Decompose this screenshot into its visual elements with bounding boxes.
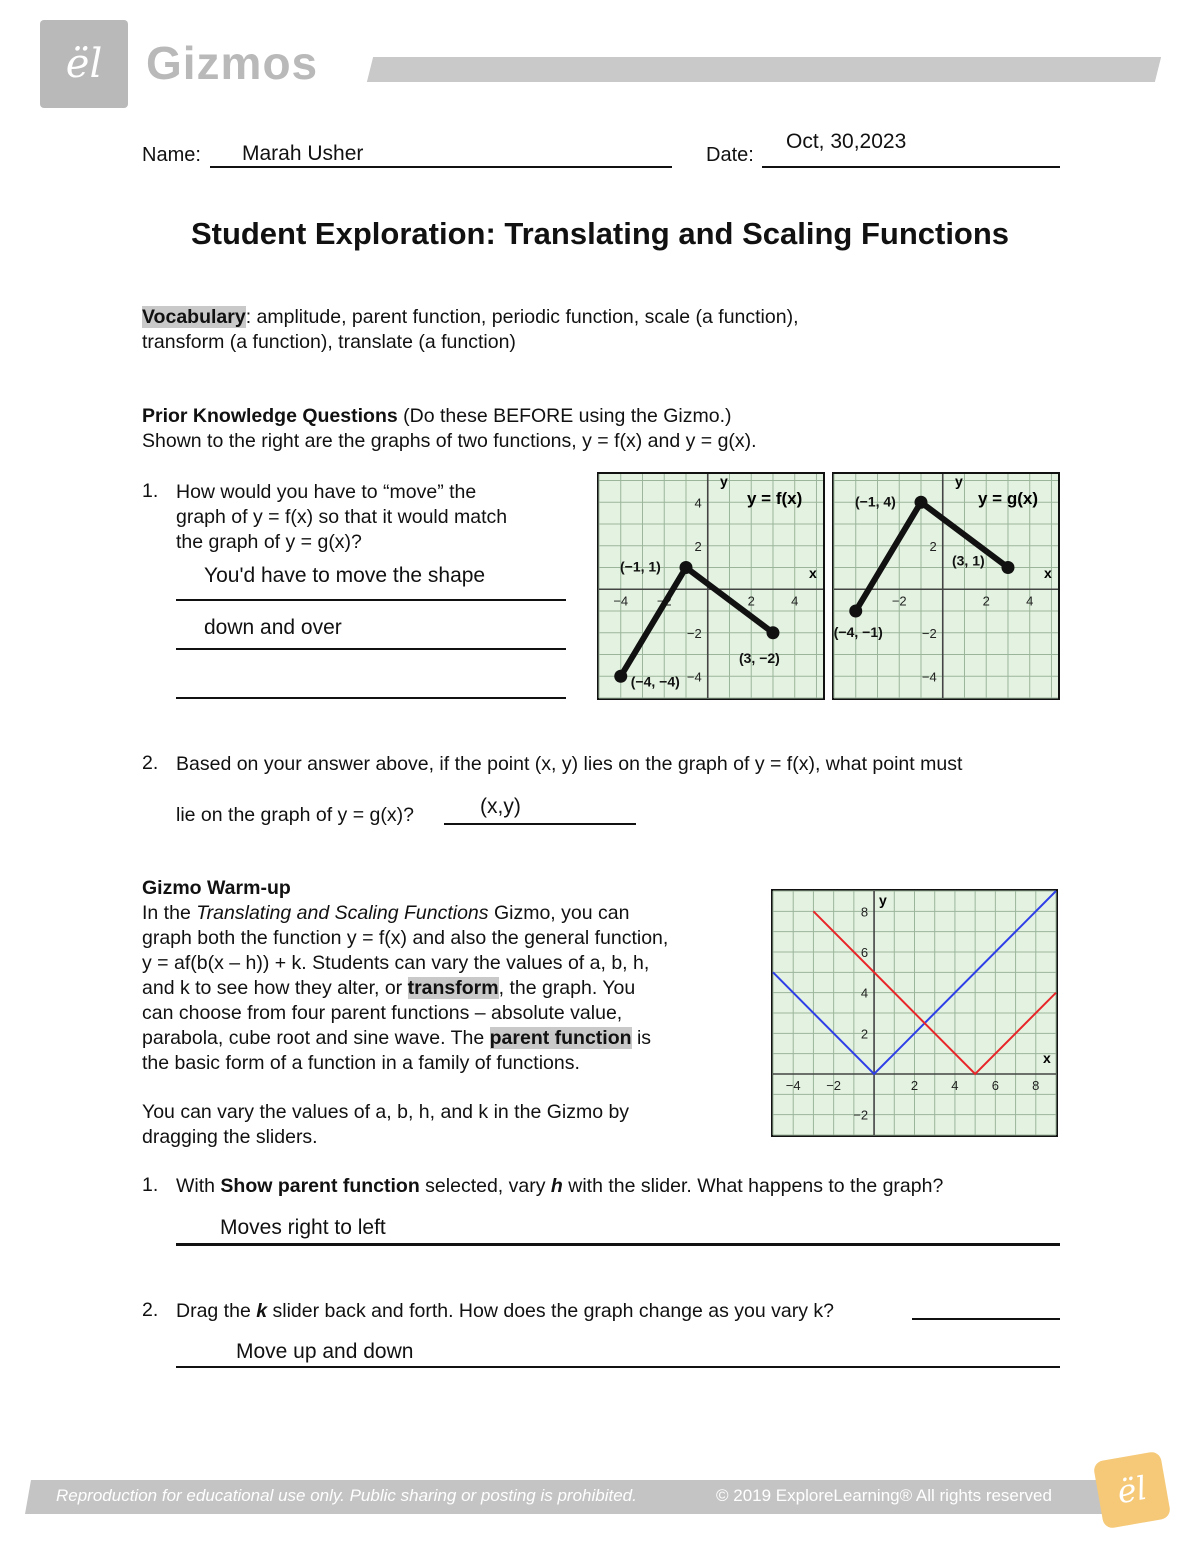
graph-f-point-label: (−1, 1) [619, 558, 661, 575]
graph-warmup-xlabel: x [1043, 1050, 1051, 1066]
prior-heading-note: (Do these BEFORE using the Gizmo.) [397, 405, 732, 427]
tick-label: 6 [860, 945, 869, 960]
warmup-text-span: In the [142, 902, 197, 924]
warmup-q1-mid: selected, vary [419, 1175, 551, 1197]
prior-q2-number: 2. [142, 752, 159, 774]
show-parent-function: Show parent function [220, 1175, 420, 1197]
prior-q1-line: the graph of y = g(x)? [176, 531, 362, 553]
warmup-q1-number: 1. [142, 1174, 159, 1196]
warmup-line: graph both the function y = f(x) and also the general function, [142, 927, 669, 949]
vocabulary-line1: : amplitude, parent function, periodic function, scale (a function), [245, 306, 799, 328]
prior-q1-line: graph of y = f(x) so that it would match [176, 506, 508, 528]
prior-q2-answer[interactable]: (x,y) [480, 795, 521, 818]
tick-label: −2 [921, 625, 937, 641]
vocabulary-line2: transform (a function), translate (a function) [142, 331, 516, 353]
tick-label: −4 [785, 1078, 801, 1093]
tick-label: 6 [991, 1078, 999, 1093]
gizmos-brand: Gizmos [146, 37, 319, 89]
tick-label: −2 [656, 593, 672, 609]
prior-q1-answer-1[interactable]: You'd have to move the shape [204, 564, 486, 587]
k-variable: k [256, 1300, 268, 1322]
parent-function-term: parent function [489, 1027, 632, 1049]
answer-line [176, 599, 566, 601]
vocabulary-label: Vocabulary [142, 306, 246, 328]
tick-label: 2 [694, 538, 702, 554]
transform-term: transform [407, 977, 499, 999]
header-bar [367, 57, 1161, 82]
prior-q1-number: 1. [142, 480, 159, 502]
warmup-q1-pre: With [176, 1175, 221, 1197]
tick-label: −2 [826, 1078, 842, 1093]
footer-logo: ël [1093, 1451, 1172, 1530]
warmup-text-span: and k to see how they alter, or [142, 977, 408, 999]
answer-line [176, 1366, 1060, 1368]
date-field[interactable]: Oct, 30,2023 [786, 130, 907, 153]
graph-f-point-label: (−4, −4) [630, 673, 680, 690]
prior-q1-text [176, 480, 507, 555]
answer-line [444, 823, 636, 825]
graph-f-xlabel: x [809, 565, 817, 581]
warmup-q2-number: 2. [142, 1299, 159, 1321]
answer-line [176, 1243, 1060, 1246]
warmup-text-span: , the graph. You [498, 977, 636, 999]
tick-label: 8 [1032, 1078, 1040, 1093]
date-line [762, 166, 1060, 168]
graph-g-point-label: (−1, 4) [854, 493, 896, 510]
tick-label: −2 [853, 1107, 869, 1123]
tick-label: 4 [860, 985, 869, 1001]
graph-warmup [771, 889, 1058, 1137]
tick-label: 2 [860, 1026, 869, 1042]
graph-g-point-label: (3, 1) [951, 552, 985, 569]
warmup-line: y = af(b(x – h)) + k. Students can vary the values of a, b, h, [142, 952, 650, 974]
tick-label: −2 [891, 593, 907, 609]
graph-g-ylabel: y [955, 473, 963, 489]
warmup-q2-pre: Drag the [176, 1300, 257, 1322]
graph-f-point [614, 670, 627, 683]
graph-g-point [914, 496, 927, 509]
tick-label: 2 [929, 538, 937, 554]
graph-g-point [849, 605, 862, 618]
date-label: Date: [706, 144, 754, 166]
graph-f [597, 472, 825, 700]
name-label: Name: [142, 144, 201, 166]
prior-q2-line2: lie on the graph of y = g(x)? [176, 804, 414, 826]
warmup-q1-post: with the slider. What happens to the graph? [562, 1175, 944, 1197]
name-line [210, 166, 672, 168]
answer-line [176, 648, 566, 650]
warmup-p2-line1: You can vary the values of a, b, h, and k in the Gizmo by [142, 1101, 630, 1123]
prior-q1-answer-2[interactable]: down and over [204, 616, 342, 639]
footer-notice: Reproduction for educational use only. Public sharing or posting is prohibited. [56, 1486, 637, 1505]
footer-copyright: © 2019 ExploreLearning® All rights reserved [716, 1486, 1052, 1505]
prior-q2-line1: Based on your answer above, if the point (x, y) lies on the graph of y = f(x), what point must [176, 753, 963, 775]
graph-g-xlabel: x [1044, 565, 1052, 581]
graph-f-point-label: (3, −2) [738, 649, 780, 666]
prior-q1-line: How would you have to “move” the [176, 481, 477, 503]
answer-line[interactable] [176, 697, 566, 699]
tick-label: 4 [951, 1078, 959, 1093]
prior-intro: Shown to the right are the graphs of two functions, y = f(x) and y = g(x). [142, 430, 757, 452]
graph-g-label: y = g(x) [978, 489, 1038, 508]
tick-label: 4 [694, 495, 702, 511]
warmup-text-span: Gizmo, you can [488, 902, 630, 924]
warmup-line: the basic form of a function in a family of functions. [142, 1052, 580, 1074]
warmup-heading: Gizmo Warm-up [142, 877, 291, 899]
graph-f-point [679, 561, 692, 574]
gizmo-name: Translating and Scaling Functions [196, 902, 489, 924]
prior-heading: Prior Knowledge Questions [142, 405, 398, 427]
tick-label: 2 [747, 593, 755, 609]
warmup-q1-text [176, 1174, 943, 1199]
page-title: Student Exploration: Translating and Scaling Functions [190, 216, 1010, 251]
tick-label: 2 [982, 593, 990, 609]
warmup-q2-post: slider back and forth. How does the graph change as you vary k? [267, 1300, 834, 1322]
tick-label: −4 [686, 669, 702, 685]
tick-label: −4 [921, 669, 937, 685]
warmup-text [142, 876, 752, 1150]
graph-warmup-ylabel: y [879, 892, 887, 908]
graph-f-point [766, 626, 779, 639]
warmup-line: can choose from four parent functions – absolute value, [142, 1002, 623, 1024]
graph-g [832, 472, 1060, 700]
vocabulary [142, 305, 799, 355]
answer-line [912, 1318, 1060, 1320]
name-field[interactable]: Marah Usher [242, 142, 364, 165]
tick-label: 4 [1026, 593, 1034, 609]
warmup-q2-answer[interactable]: Move up and down [236, 1340, 414, 1363]
tick-label: 2 [910, 1078, 919, 1093]
tick-label: −4 [613, 593, 629, 609]
h-variable: h [550, 1175, 563, 1197]
warmup-text-span: parabola, cube root and sine wave. The [142, 1027, 490, 1049]
warmup-q2-text [176, 1299, 834, 1324]
graph-g-point [1001, 561, 1014, 574]
graph-f-label: y = f(x) [747, 489, 803, 508]
tick-label: 4 [791, 593, 799, 609]
tick-label: 8 [860, 904, 869, 920]
prior-knowledge [142, 404, 757, 454]
tick-label: −2 [686, 625, 702, 641]
graph-f-ylabel: y [720, 473, 728, 489]
warmup-text-span: is [631, 1027, 652, 1049]
warmup-q1-answer[interactable]: Moves right to left [220, 1216, 386, 1239]
warmup-p2-line2: dragging the sliders. [142, 1126, 318, 1148]
explorelearning-logo: ël [40, 20, 128, 108]
graph-g-point-label: (−4, −1) [833, 624, 883, 641]
